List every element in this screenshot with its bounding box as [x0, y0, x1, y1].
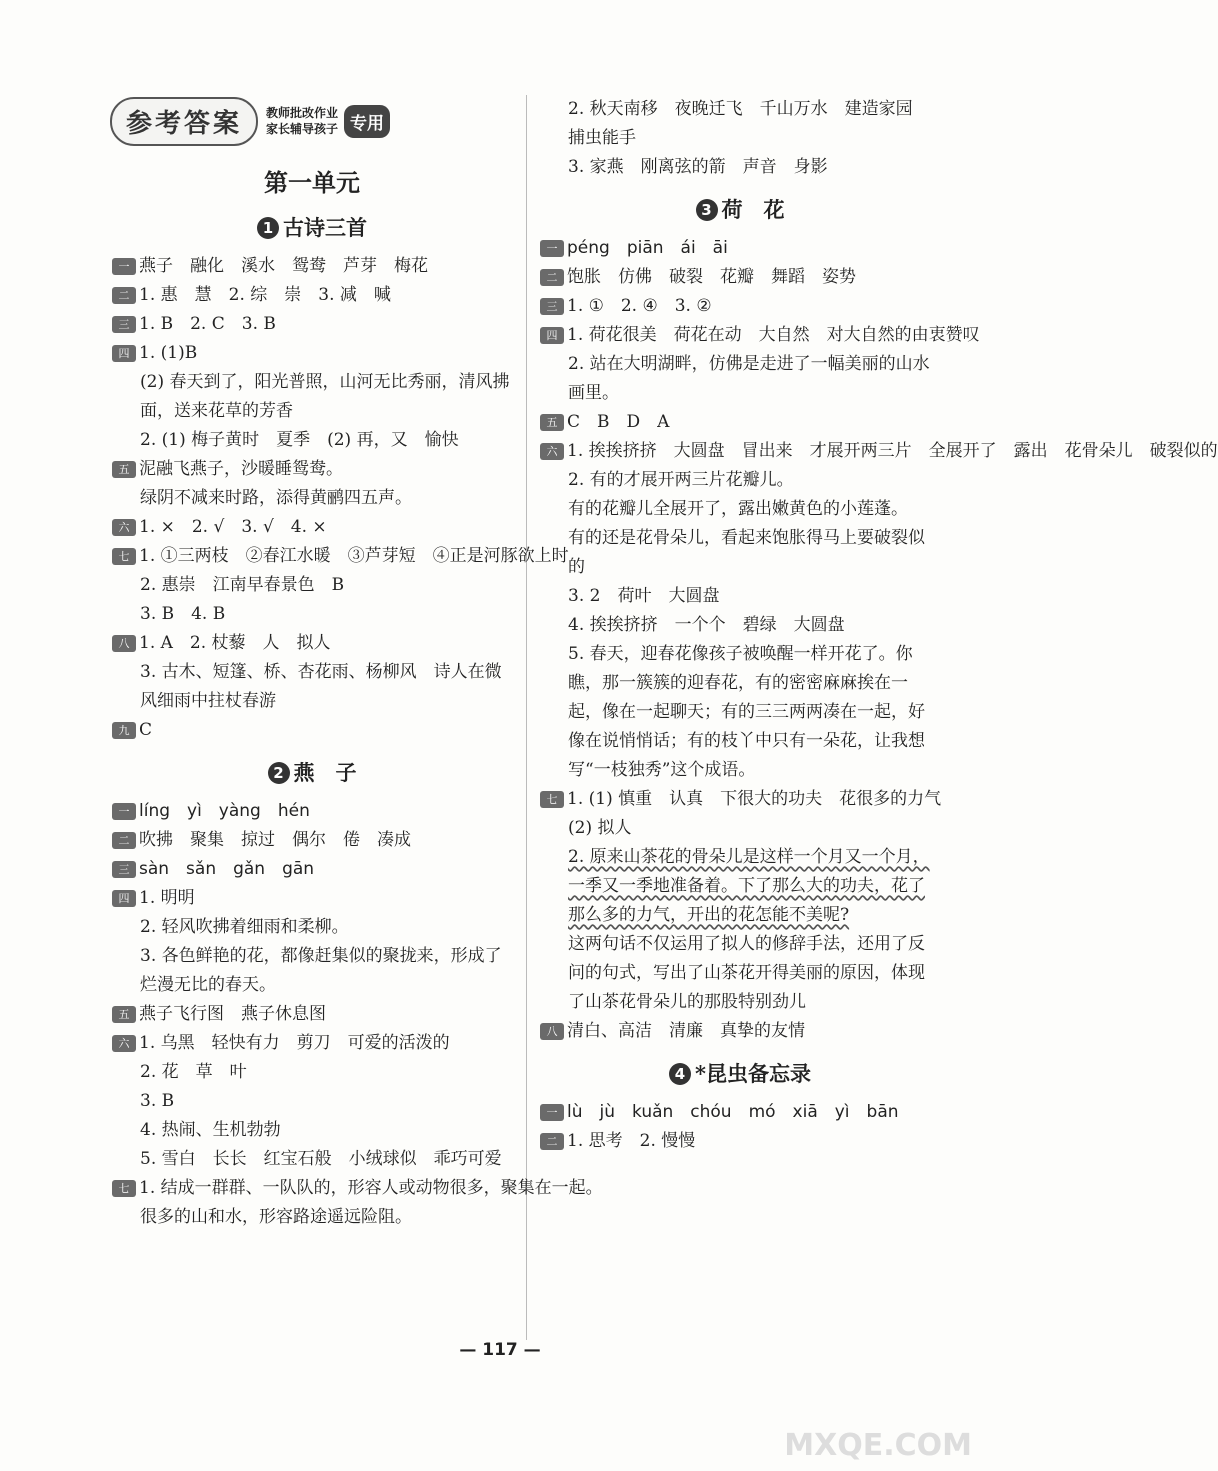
section-marker: 三 — [112, 316, 136, 333]
lesson-title-1 — [112, 212, 512, 242]
answer-text: C B D A — [567, 412, 670, 432]
answer-text: 饱胀 仿佛 破裂 花瓣 舞蹈 姿势 — [567, 267, 856, 287]
answer-line — [540, 95, 940, 153]
lesson-title-text: 燕 子 — [293, 760, 357, 785]
section-marker: 一 — [540, 240, 564, 257]
answer-text: 2. 原来山茶花的骨朵儿是这样一个月又一个月，一季又一季地准备着。下了那么大的功夫，花了那么多的力气，开出的花怎能不美呢? — [568, 847, 930, 925]
answer-line — [112, 339, 512, 368]
answer-line — [112, 1145, 512, 1174]
answer-text: 1. × 2. √ 3. √ 4. × — [139, 517, 327, 537]
answer-line — [540, 321, 980, 350]
section-marker: 一 — [112, 258, 136, 275]
answer-line — [540, 814, 940, 843]
answer-text: sàn sǎn gǎn gān — [139, 859, 315, 879]
answer-line — [112, 716, 512, 745]
lesson4-answers — [540, 1098, 940, 1156]
answer-text: líng yì yàng hén — [139, 801, 310, 821]
answer-line — [540, 930, 940, 1017]
answer-text: 燕子飞行图 燕子休息图 — [139, 1004, 326, 1024]
answer-text: C — [139, 720, 153, 740]
answer-text: 2. 轻风吹拂着细雨和柔柳。 — [140, 917, 349, 937]
lesson-number: 3 — [696, 199, 718, 221]
answer-badge: 参考答案 — [110, 97, 258, 146]
lesson-title-text: 古诗三首 — [283, 215, 367, 240]
answer-line — [112, 1087, 512, 1116]
section-marker: 九 — [112, 722, 136, 739]
answer-line — [112, 484, 512, 513]
answer-text: 清白、高洁 清廉 真挚的友情 — [567, 1021, 805, 1041]
lesson-title-3 — [540, 194, 940, 224]
answer-line — [540, 495, 940, 524]
watermark: MXQE.COM — [784, 1428, 972, 1463]
section-marker: 二 — [540, 1133, 564, 1150]
answer-line — [112, 1000, 512, 1029]
answer-text: 燕子 融化 溪水 鸳鸯 芦芽 梅花 — [139, 256, 428, 276]
section-marker: 二 — [112, 832, 136, 849]
badge-sub1: 教师批改作业 — [266, 106, 339, 120]
section-marker: 一 — [112, 803, 136, 820]
section-marker: 三 — [112, 861, 136, 878]
lesson3-answers — [540, 234, 1218, 1046]
badge-sub2: 家长辅导孩子 — [266, 122, 339, 136]
section-marker: 七 — [112, 1180, 136, 1197]
section-marker: 五 — [112, 1006, 136, 1023]
answer-text: 泥融飞燕子，沙暖睡鸳鸯。 — [139, 459, 343, 479]
answer-text: 1. 荷花很美 荷花在动 大自然 对大自然的由衷赞叹 — [567, 325, 980, 345]
lesson-title-4 — [540, 1058, 940, 1088]
answer-line — [112, 571, 512, 600]
answer-text: 1. 乌黑 轻快有力 剪刀 可爱的活泼的 — [139, 1033, 450, 1053]
answer-line — [540, 1098, 940, 1127]
section-marker: 四 — [540, 327, 564, 344]
answer-line — [112, 884, 512, 913]
section-marker: 四 — [112, 890, 136, 907]
answer-line — [112, 600, 512, 629]
section-marker: 二 — [540, 269, 564, 286]
answer-text: (2) 春天到了，阳光普照，山河无比秀丽，清风拂面，送来花草的芳香 — [140, 372, 510, 421]
section-marker: 五 — [112, 461, 136, 478]
answer-text: 5. 春天，迎春花像孩子被唤醒一样开花了。你瞧，那一簇簇的迎春花，有的密密麻麻挨在一起，像在一起聊天；有的三三两两凑在一起，好像在说悄悄话；有的枝丫中只有一朵花，让我想写“一枝独秀”这个成语。 — [568, 644, 925, 780]
answer-line — [540, 350, 940, 408]
answer-line — [112, 1029, 512, 1058]
answer-line — [112, 1058, 512, 1087]
answer-line — [112, 455, 512, 484]
answer-text: 1. 明明 — [139, 888, 195, 908]
answer-text: (2) 拟人 — [568, 818, 632, 838]
answer-line — [540, 843, 940, 930]
answer-text: 3. 各色鲜艳的花，都像赶集似的聚拢来，形成了烂漫无比的春天。 — [140, 946, 502, 995]
section-marker: 七 — [112, 548, 136, 565]
answer-text: 1. ①三两枝 ②春江水暖 ③芦芽短 ④正是河豚欲上时 — [139, 546, 569, 566]
column-divider — [526, 95, 527, 1340]
answer-text: 5. 雪白 长长 红宝石般 小绒球似 乖巧可爱 — [140, 1149, 502, 1169]
answer-line — [112, 252, 512, 281]
answer-line — [112, 513, 512, 542]
section-marker: 六 — [540, 443, 564, 460]
right-column — [540, 95, 1218, 1156]
section-marker: 八 — [112, 635, 136, 652]
answer-text: 1. 挨挨挤挤 大圆盘 冒出来 才展开两三片 全展开了 露出 花骨朵儿 破裂似的 — [567, 441, 1218, 461]
answer-line — [112, 281, 512, 310]
answer-text: 1. A 2. 杖藜 人 拟人 — [139, 633, 331, 653]
answer-line — [112, 797, 512, 826]
answer-line — [540, 582, 940, 611]
answer-line — [112, 1174, 603, 1203]
answer-line — [540, 153, 940, 182]
answer-line — [112, 855, 512, 884]
answer-text: 2. (1) 梅子黄时 夏季 (2) 再，又 愉快 — [140, 430, 459, 450]
answer-line — [540, 785, 940, 814]
answer-text: 有的花瓣儿全展开了，露出嫩黄色的小莲蓬。 — [568, 499, 908, 519]
answer-line — [112, 629, 512, 658]
unit-title: 第一单元 — [264, 169, 360, 197]
answer-text: 1. (1)B — [139, 343, 198, 363]
section-marker: 五 — [540, 414, 564, 431]
lesson-title-2 — [112, 757, 512, 787]
answer-text: 3. 家燕 刚离弦的箭 声音 身影 — [568, 157, 828, 177]
answer-text: 这两句话不仅运用了拟人的修辞手法，还用了反问的句式，写出了山茶花开得美丽的原因，体现了山茶花骨朵儿的那股特别劲儿 — [568, 934, 925, 1012]
answer-text: péng piān ái āi — [567, 238, 728, 258]
answer-text: 4. 热闹、生机勃勃 — [140, 1120, 281, 1140]
answer-text: 1. B 2. C 3. B — [139, 314, 276, 334]
answer-text: 3. 2 荷叶 大圆盘 — [568, 586, 720, 606]
answer-line — [112, 1116, 512, 1145]
answer-line — [112, 1203, 512, 1232]
answer-line — [540, 408, 940, 437]
answer-line — [540, 234, 940, 263]
answer-text: 1. 惠 慧 2. 综 崇 3. 减 喊 — [139, 285, 391, 305]
answer-line — [112, 913, 512, 942]
answer-line — [112, 826, 512, 855]
answer-line — [540, 263, 940, 292]
answer-text: 有的还是花骨朵儿，看起来饱胀得马上要破裂似的 — [568, 528, 925, 577]
lesson-title-text: *昆虫备忘录 — [695, 1061, 811, 1086]
lesson1-answers — [112, 252, 569, 745]
answer-line — [112, 542, 569, 571]
section-marker: 一 — [540, 1104, 564, 1121]
answer-text: 2. 惠崇 江南早春景色 B — [140, 575, 345, 595]
section-marker: 八 — [540, 1023, 564, 1040]
section-marker: 四 — [112, 345, 136, 362]
answer-line — [540, 437, 1218, 466]
answer-text: 2. 秋天南移 夜晚迁飞 千山万水 建造家园 捕虫能手 — [568, 99, 930, 148]
lesson-number: 4 — [669, 1063, 691, 1085]
answer-line — [540, 524, 940, 582]
answer-line — [112, 310, 512, 339]
answer-line — [112, 658, 512, 716]
answer-line — [540, 640, 940, 785]
lesson-number: 2 — [268, 762, 290, 784]
answer-line — [112, 942, 512, 1000]
answer-line — [112, 426, 512, 455]
section-marker: 二 — [112, 287, 136, 304]
answer-line — [112, 368, 512, 426]
badge-tag: 专用 — [344, 105, 390, 138]
answer-line — [540, 292, 940, 321]
answer-text: 4. 挨挨挤挤 一个个 碧绿 大圆盘 — [568, 615, 845, 635]
page-number: — 117 — — [459, 1340, 541, 1360]
answer-text: 2. 花 草 叶 — [140, 1062, 247, 1082]
answer-text: 3. B — [140, 1091, 175, 1111]
answer-text: 很多的山和水，形容路途遥远险阻。 — [140, 1207, 412, 1227]
section-marker: 六 — [112, 1035, 136, 1052]
answer-line — [540, 1017, 940, 1046]
answer-text: lù jù kuǎn chóu mó xiā yì bān — [567, 1102, 899, 1122]
answer-text: 2. 站在大明湖畔，仿佛是走进了一幅美丽的山水画里。 — [568, 354, 930, 403]
answer-text: 1. 思考 2. 慢慢 — [567, 1131, 696, 1151]
answer-text: 1. ① 2. ④ 3. ② — [567, 296, 712, 316]
answer-line — [540, 466, 940, 495]
lesson-title-text: 荷 花 — [721, 197, 785, 222]
answer-text: 1. 结成一群群、一队队的，形容人或动物很多，聚集在一起。 — [139, 1178, 603, 1198]
continued-answers — [540, 95, 940, 182]
section-marker: 三 — [540, 298, 564, 315]
answer-text: 1. (1) 慎重 认真 下很大的功夫 花很多的力气 — [567, 789, 942, 809]
answer-text: 绿阴不减来时路，添得黄鹂四五声。 — [140, 488, 412, 508]
answer-line — [540, 611, 940, 640]
answer-text: 3. 古木、短篷、桥、杏花雨、杨柳风 诗人在微风细雨中拄杖春游 — [140, 662, 502, 711]
answer-text: 3. B 4. B — [140, 604, 226, 624]
section-marker: 七 — [540, 791, 564, 808]
answer-text: 吹拂 聚集 掠过 偶尔 倦 凑成 — [139, 830, 411, 850]
section-marker: 六 — [112, 519, 136, 536]
answer-text: 2. 有的才展开两三片花瓣儿。 — [568, 470, 794, 490]
answer-line — [540, 1127, 940, 1156]
lesson-number: 1 — [257, 217, 279, 239]
